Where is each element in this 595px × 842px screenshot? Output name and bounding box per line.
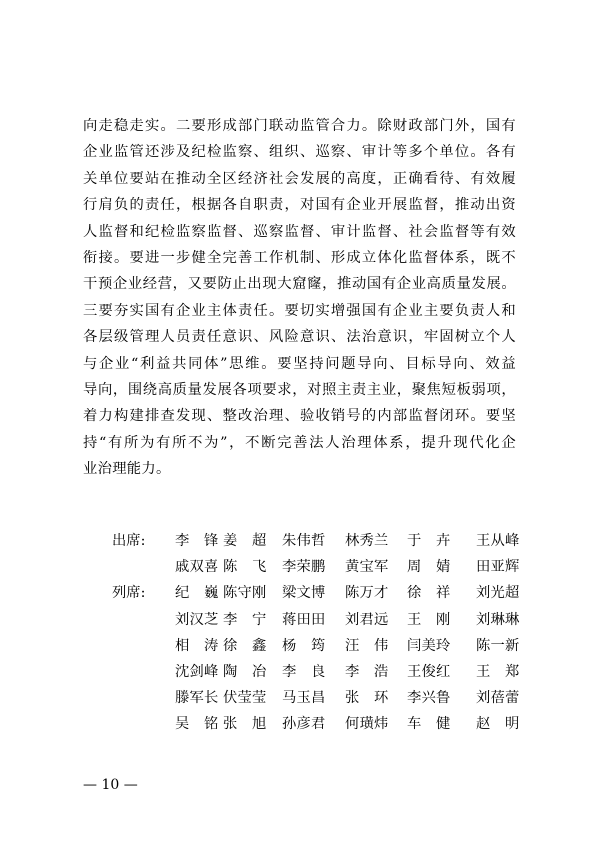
body-line: 企业监管还涉及纪检监察、组织、巡察、审计等多个单位。各有 — [83, 144, 516, 161]
attendee-name: 相 涛 — [175, 637, 219, 654]
attendee-name: 李 锋 — [175, 533, 219, 549]
body-line: 衔接。要进一步健全完善工作机制、形成立体化监督体系，既不 — [83, 250, 516, 267]
attendee-name: 闫美玲 — [407, 637, 451, 654]
attendee-name: 王 刚 — [407, 611, 451, 628]
attendee-name: 李 良 — [282, 664, 326, 680]
body-line: 持“有所为有所不为”，不断完善法人治理体系，提升现代化企 — [83, 434, 516, 451]
body-line: 干预企业经营，又要防止出现大窟窿，推动国有企业高质量发展。 — [83, 276, 516, 293]
body-line: 行肩负的责任，根据各自职责，对国有企业开展监督，推动出资 — [83, 197, 516, 214]
attendee-name: 于 卉 — [407, 533, 451, 549]
attendee-name: 刘蓓蕾 — [476, 690, 520, 707]
attendee-name: 张 环 — [345, 690, 389, 707]
attendee-name: 陈万才 — [345, 585, 389, 602]
attendee-name: 徐 鑫 — [223, 637, 267, 654]
attendee-name: 陈守刚 — [223, 585, 267, 602]
attendee-name: 林秀兰 — [345, 533, 389, 549]
attendee-name: 张 旭 — [223, 716, 267, 733]
attendee-name: 纪 巍 — [175, 585, 219, 602]
attendee-name: 吴 铭 — [175, 716, 219, 733]
attendee-name: 刘君远 — [345, 611, 389, 628]
attendee-name: 黄宝军 — [345, 559, 389, 576]
body-line: 三要夯实国有企业主体责任。要切实增强国有企业主要负责人和 — [83, 302, 516, 319]
attendee-name: 杨 筠 — [282, 637, 326, 654]
attendee-name: 刘琳琳 — [476, 611, 520, 628]
body-paragraph — [83, 113, 516, 483]
attendee-name: 王俊红 — [407, 664, 451, 680]
attendee-name: 周 婧 — [407, 559, 451, 576]
attendee-name: 李荣鹏 — [282, 559, 326, 576]
attendee-name: 李 宁 — [223, 611, 267, 628]
attendee-name: 汪 伟 — [345, 637, 389, 654]
attendee-name: 伏莹莹 — [223, 690, 267, 707]
attendee-name: 刘汉芝 — [175, 611, 219, 628]
attendee-name: 戚双喜 — [175, 559, 219, 576]
body-line: 着力构建排查发现、整改治理、验收销号的内部监督闭环。要坚 — [83, 408, 516, 425]
attendee-name: 沈剑峰 — [175, 664, 219, 680]
attendee-name: 王从峰 — [476, 533, 520, 549]
attendee-name: 田亚辉 — [476, 559, 520, 576]
body-line: 导向，围绕高质量发展各项要求，对照主责主业，聚焦短板弱项， — [83, 382, 516, 399]
body-line: 与企业“利益共同体”思维。要坚持问题导向、目标导向、效益 — [83, 355, 516, 372]
attendee-name: 马玉昌 — [282, 690, 326, 707]
attending-label: 列席: — [112, 585, 146, 602]
page-number: — 10 — — [83, 777, 138, 793]
attendee-name: 陈一新 — [476, 637, 520, 654]
attendee-name: 王 郑 — [476, 664, 520, 680]
body-line: 业治理能力。 — [83, 461, 171, 478]
present-label: 出席: — [112, 533, 146, 549]
body-line: 关单位要站在推动全区经济社会发展的高度，正确看待、有效履 — [83, 170, 516, 187]
attendee-name: 蒋田田 — [282, 611, 326, 628]
attendee-name: 滕军长 — [175, 690, 219, 707]
body-line: 向走稳走实。二要形成部门联动监管合力。除财政部门外，国有 — [83, 118, 516, 134]
attendee-name: 车 健 — [407, 716, 451, 733]
attendee-name: 孙彦君 — [282, 716, 326, 733]
attendee-name: 李 浩 — [345, 664, 389, 680]
attendee-name: 刘光超 — [476, 585, 520, 602]
attendee-name: 何璜炜 — [345, 716, 389, 733]
body-line: 人监督和纪检监察监督、巡察监督、审计监督、社会监督等有效 — [83, 223, 516, 240]
attendee-name: 陶 冶 — [223, 664, 267, 680]
body-line: 各层级管理人员责任意识、风险意识、法治意识，牢固树立个人 — [83, 329, 516, 346]
attendee-name: 徐 祥 — [407, 585, 451, 602]
attendee-name: 梁文博 — [282, 585, 326, 602]
attendee-name: 朱伟哲 — [282, 533, 326, 549]
attendee-name: 李兴鲁 — [407, 690, 451, 707]
attendee-name: 姜 超 — [223, 533, 267, 549]
attendee-name: 赵 明 — [476, 716, 520, 733]
attendee-name: 陈 飞 — [223, 559, 267, 576]
